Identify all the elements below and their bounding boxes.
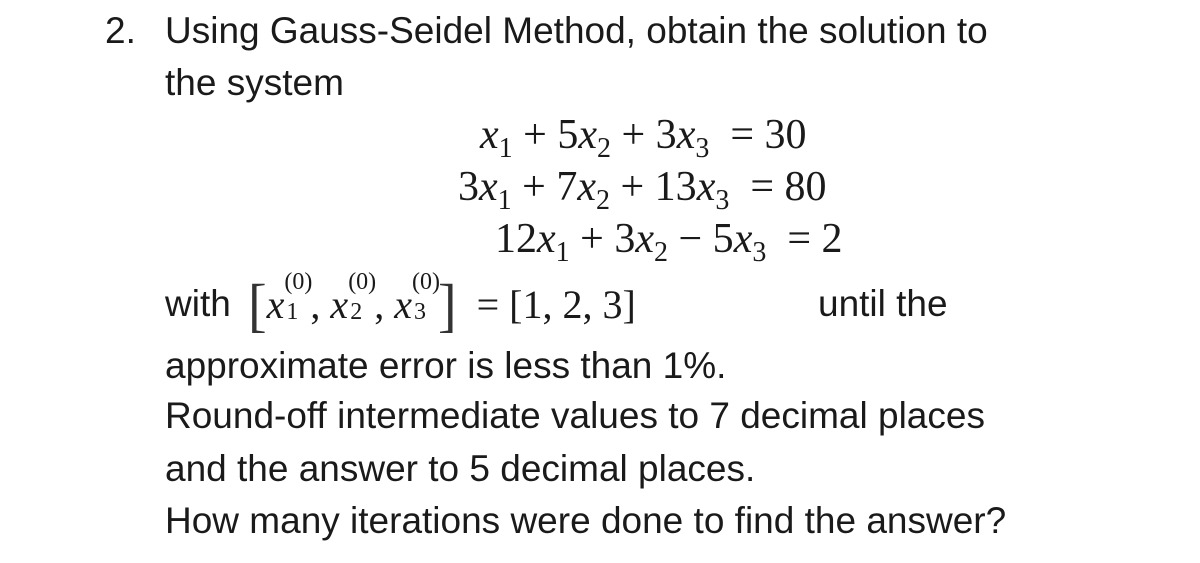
problem-line-round-2: and the answer to 5 decimal places. xyxy=(165,448,756,489)
problem-number: 2. xyxy=(105,10,136,51)
var-x1: x xyxy=(266,282,285,327)
var-x3: x xyxy=(394,282,412,327)
subscript-3: 3 xyxy=(413,299,426,325)
problem-line-1: Using Gauss-Seidel Method, obtain the solution to xyxy=(165,10,988,51)
superscript-3: (0) xyxy=(411,269,440,295)
left-bracket: [ xyxy=(248,273,267,339)
initial-guess-values: = [1, 2, 3] xyxy=(476,282,636,327)
until-text: until the xyxy=(818,283,948,324)
var-x2: x xyxy=(330,282,349,327)
initial-guess-vector: [x (0) 1 , x (0) 2 , x (0) 3 ] = [1, 2, 3] xyxy=(248,269,636,339)
with-label: with xyxy=(165,283,231,324)
problem-line-question: How many iterations were done to find the answer? xyxy=(165,500,1007,541)
subscript-1: 1 xyxy=(286,299,299,325)
equation-1: $x_1 + 5x_2 + 3x_3 = 30$ xyxy=(480,112,807,164)
superscript-2: (0) xyxy=(348,269,377,295)
equation-3: $12x_1 + 3x_2 - 5x_3 = 2$ xyxy=(495,216,843,268)
equation-2: $3x_1 + 7x_2 + 13x_3 = 80$ xyxy=(458,164,827,216)
superscript-1: (0) xyxy=(284,269,313,295)
problem-line-round-1: Round-off intermediate values to 7 decimal places xyxy=(165,395,985,436)
problem-line-2: the system xyxy=(165,62,344,103)
problem-line-approx: approximate error is less than 1%. xyxy=(165,345,727,386)
right-bracket: ] xyxy=(437,273,457,339)
subscript-2: 2 xyxy=(350,299,363,325)
